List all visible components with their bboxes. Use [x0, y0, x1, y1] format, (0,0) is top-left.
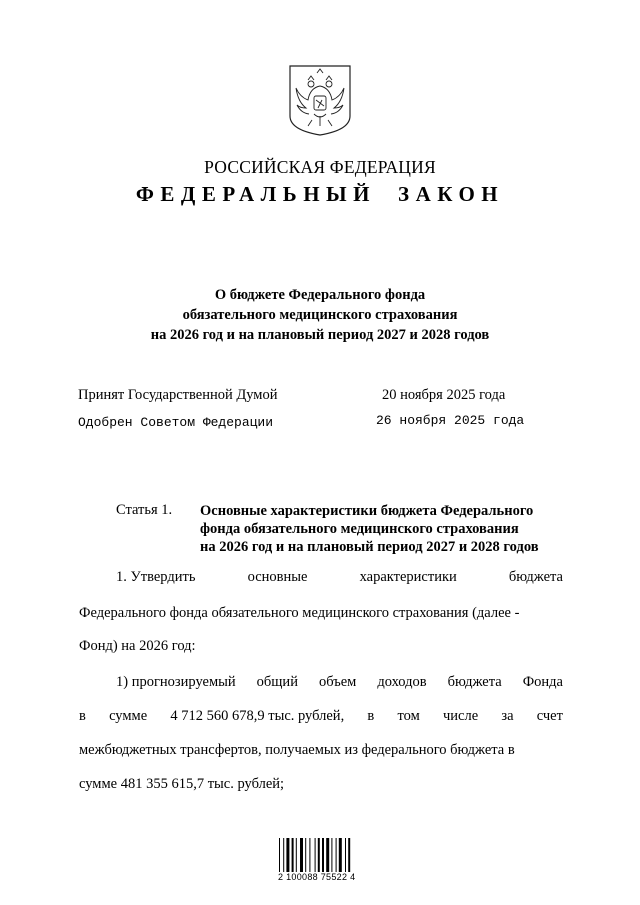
- word: счет: [536, 708, 563, 724]
- article-title: [200, 502, 570, 556]
- word: общий: [256, 674, 298, 690]
- item-1-line-3: межбюджетных трансфертов, получаемых из федерального бюджета в: [79, 742, 515, 758]
- word: объем: [318, 674, 357, 690]
- word: в: [367, 708, 375, 724]
- council-approval-label: Одобрен Советом Федерации: [78, 415, 274, 430]
- law-title-line: О бюджете Федерального фонда: [214, 287, 426, 303]
- paragraph-1-line-2: Федерального фонда обязательного медицинского страхования (далее -: [79, 605, 520, 621]
- article-title-line: Основные характеристики бюджета Федерального: [200, 503, 534, 519]
- coat-of-arms-emblem: [288, 64, 352, 137]
- word: бюджета: [508, 569, 563, 585]
- item-1-line-2: [79, 708, 563, 725]
- word: характеристики: [359, 569, 457, 585]
- word: основные: [247, 569, 308, 585]
- duma-adoption-date: 20 ноября 2025 года: [382, 387, 506, 403]
- paragraph-1-line-1: [116, 569, 563, 586]
- item-1-line-1: [116, 674, 563, 691]
- word: том: [397, 708, 420, 724]
- barcode-image: [278, 836, 360, 874]
- barcode-number: 2 100088 75522 4: [278, 872, 356, 882]
- law-title-line: обязательного медицинского страхования: [182, 307, 458, 323]
- law-title-line: на 2026 год и на плановый период 2027 и 2028 годов: [150, 327, 490, 343]
- word: 1) прогнозируемый: [116, 674, 236, 690]
- word: бюджета: [447, 674, 502, 690]
- word: 1. Утвердить: [116, 569, 196, 585]
- country-name: РОССИЙСКАЯ ФЕДЕРАЦИЯ: [204, 157, 436, 177]
- law-title: [100, 285, 540, 345]
- paragraph-1-line-3: Фонд) на 2026 год:: [79, 638, 196, 654]
- council-approval-date: 26 ноября 2025 года: [376, 413, 525, 428]
- word: Фонда: [522, 674, 563, 690]
- article-title-line: фонда обязательного медицинского страхования: [200, 521, 519, 537]
- article-number: Статья 1.: [116, 502, 173, 518]
- document-type-word1: ФЕДЕРАЛЬНЫЙ: [135, 182, 376, 206]
- document-type-word2: ЗАКОН: [398, 182, 505, 206]
- document-type: [0, 182, 640, 207]
- word: сумме: [109, 708, 148, 724]
- word: в: [79, 708, 86, 724]
- word: доходов: [377, 674, 427, 690]
- word: числе: [442, 708, 479, 724]
- article-title-line: на 2026 год и на плановый период 2027 и 2028 годов: [200, 539, 539, 555]
- duma-adoption-label: Принят Государственной Думой: [78, 387, 278, 403]
- item-1-line-4: сумме 481 355 615,7 тыс. рублей;: [79, 776, 285, 792]
- word: за: [501, 708, 514, 724]
- word: 4 712 560 678,9 тыс. рублей,: [170, 708, 345, 724]
